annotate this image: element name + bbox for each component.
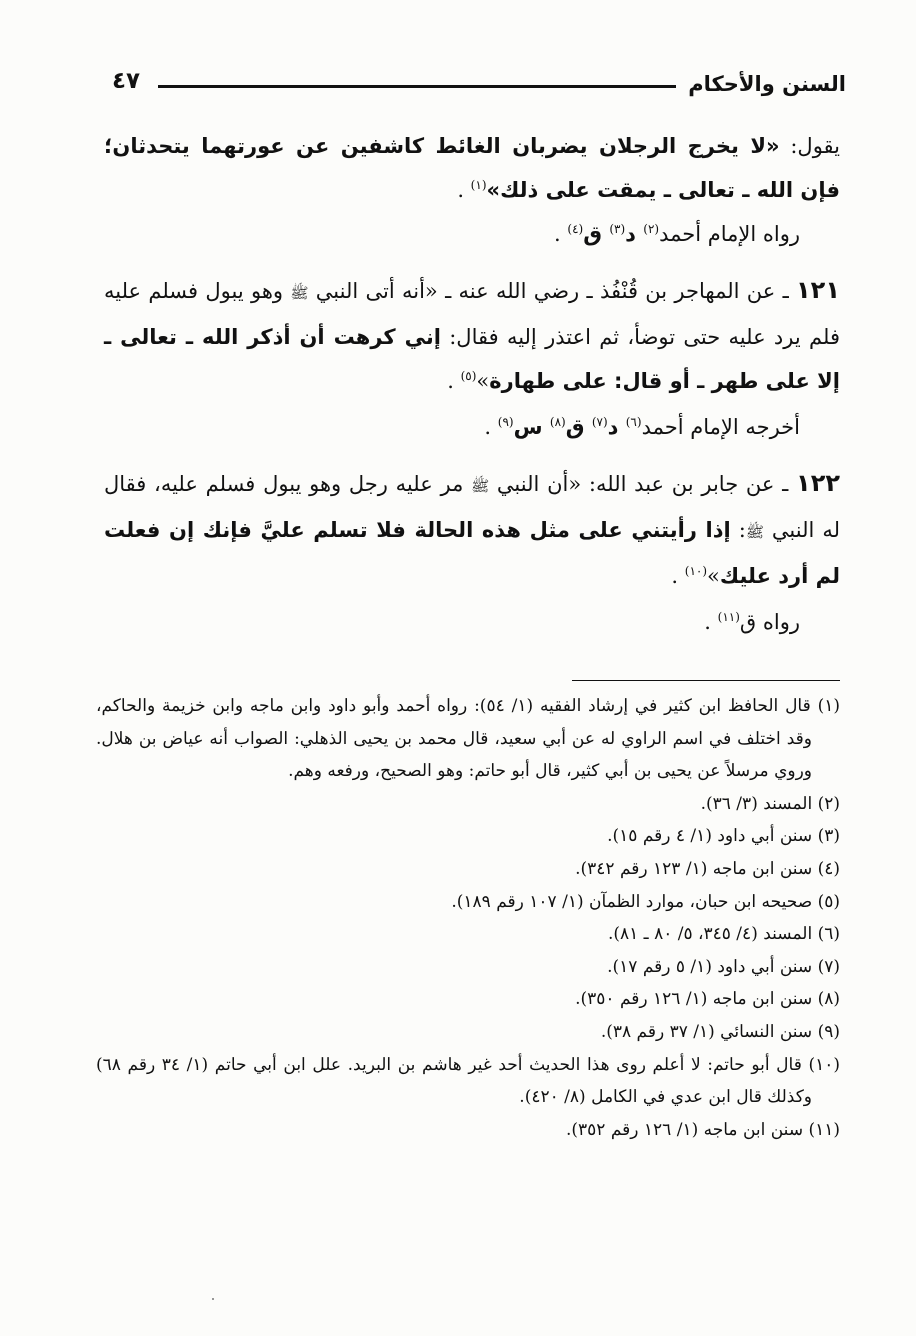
footnote-ref[interactable]: (١)	[470, 178, 487, 192]
period: .	[704, 610, 718, 634]
footnote-5: (٥) صحيحه ابن حبان، موارد الظمآن (١/ ١٠٧ رقم ١٨٩).	[451, 891, 840, 912]
running-header	[112, 68, 846, 106]
footnotes	[96, 690, 840, 1146]
footnote-ref[interactable]: (٤)	[567, 222, 584, 236]
source-code: س	[513, 415, 550, 439]
scan-speck	[212, 1298, 214, 1300]
narration-text: :	[730, 518, 746, 542]
source-text: رواه الإمام أحمد	[659, 222, 800, 246]
prophetic-quote: إذا رأيتني على مثل هذه الحالة فلا تسلم عليَّ فإنك إن فعلت لم أرد عليك	[104, 518, 840, 588]
footnote-ref[interactable]: (٥)	[460, 369, 477, 383]
hadith-120-continuation	[104, 124, 840, 212]
running-title: السنن والأحكام	[688, 72, 846, 96]
footnote-ref[interactable]: (٢)	[643, 222, 660, 236]
footnote-11: (١١) سنن ابن ماجه (١/ ١٢٦ رقم ٣٥٢).	[565, 1119, 840, 1140]
footnote-ref[interactable]: (١١)	[717, 610, 740, 624]
hadith-122	[104, 461, 840, 598]
footnote-ref[interactable]: (٨)	[549, 415, 566, 429]
footnote-3: (٣) سنن أبي داود (١/ ٤ رقم ١٥).	[607, 826, 840, 847]
footnote-9: (٩) سنن النسائي (١/ ٣٧ رقم ٣٨).	[600, 1021, 840, 1042]
lead-text: يقول:	[779, 134, 841, 158]
main-text	[104, 124, 840, 644]
narration-text: ـ عن المهاجر بن قُنْفُذ ـ رضي الله عنه ـ «أنه أتى النبي	[308, 279, 797, 303]
hadith-121	[104, 268, 840, 403]
narration-text: وهو يبول فسلم عليه فلم يرد عليه حتى توضأ، ثم اعتذر إليه فقال:	[104, 279, 840, 349]
hadith-number: ١٢١	[796, 276, 840, 304]
footnote-1: (١) قال الحافظ ابن كثير في إرشاد الفقيه (١/ ٥٤): رواه أحمد وأبو داود وابن ماجه وابن خزيمة والحاكم، وقد اختلف في اسم الراوي له عن أبي سعيد، قال محمد بن يحيى الذهلي: الصواب أنه عياض بن هلال. وروي مرسلاً عن يحيى بن أبي كثير، قال أبو حاتم: وهو الصحيح، ورفعه وهم.	[96, 696, 841, 782]
source-line	[104, 212, 840, 256]
source-code: د	[607, 415, 626, 439]
footnote-8: (٨) سنن ابن ماجه (١/ ١٢٦ رقم ٣٥٠).	[575, 989, 840, 1010]
footnote-7: (٧) سنن أبي داود (١/ ٥ رقم ١٧).	[607, 956, 840, 977]
footnote-ref[interactable]: (١٠)	[684, 564, 708, 578]
footnote-2: (٢) المسند (٣/ ٣٦).	[700, 793, 840, 814]
footnote-6: (٦) المسند (٤/ ٣٤٥، ٥/ ٨٠ ـ ٨١).	[607, 924, 840, 945]
prophetic-quote: «لا يخرج الرجلان يضربان الغائط كاشفين عن عورتهما يتحدثان؛ فإن الله ـ تعالى ـ يمقت على ذلك»	[104, 134, 840, 202]
footnote-ref[interactable]: (٧)	[591, 415, 608, 429]
salutation-glyph: ﷺ	[471, 477, 490, 495]
prophetic-quote: إني كرهت أن أذكر الله ـ تعالى ـ إلا على طهر ـ أو قال: على طهارة	[104, 325, 840, 393]
source-code: د	[625, 222, 644, 246]
narration-text: ـ عن جابر بن عبد الله: «أن النبي	[489, 472, 797, 496]
page-number: ٤٧	[112, 68, 141, 94]
footnote-ref[interactable]: (٦)	[625, 415, 642, 429]
footnote-ref[interactable]: (٩)	[497, 415, 514, 429]
period: .	[671, 564, 685, 588]
period: .	[484, 415, 498, 439]
period: .	[457, 178, 471, 202]
footnote-4: (٤) سنن ابن ماجه (١/ ١٢٣ رقم ٣٤٢).	[575, 858, 840, 879]
source-text: رواه ق	[739, 610, 800, 634]
source-code: ق	[583, 222, 610, 246]
salutation-glyph: ﷺ	[290, 284, 309, 302]
hadith-number: ١٢٢	[796, 469, 840, 497]
period: .	[554, 222, 568, 246]
source-code: ق	[565, 415, 592, 439]
footnote-separator	[572, 680, 840, 681]
footnote-ref[interactable]: (٣)	[609, 222, 626, 236]
footnote-10: (١٠) قال أبو حاتم: لا أعلم روى هذا الحديث أحد غير هاشم بن البريد. علل ابن أبي حاتم (١/ ٣٤ رقم ٦٨) وكذلك قال ابن عدي في الكامل (٨/ ٤٢٠).	[96, 1054, 840, 1108]
source-line	[104, 405, 840, 449]
source-line	[104, 600, 840, 644]
header-rule	[158, 85, 676, 88]
narration-text: مر عليه رجل وهو يبول فسلم عليه، فقال له النبي	[104, 472, 840, 542]
salutation-glyph: ﷺ	[745, 523, 764, 541]
closing-quote-mark: »	[707, 564, 720, 588]
closing-quote-mark: »	[476, 369, 490, 393]
source-text: أخرجه الإمام أحمد	[641, 415, 800, 439]
period: .	[447, 369, 461, 393]
